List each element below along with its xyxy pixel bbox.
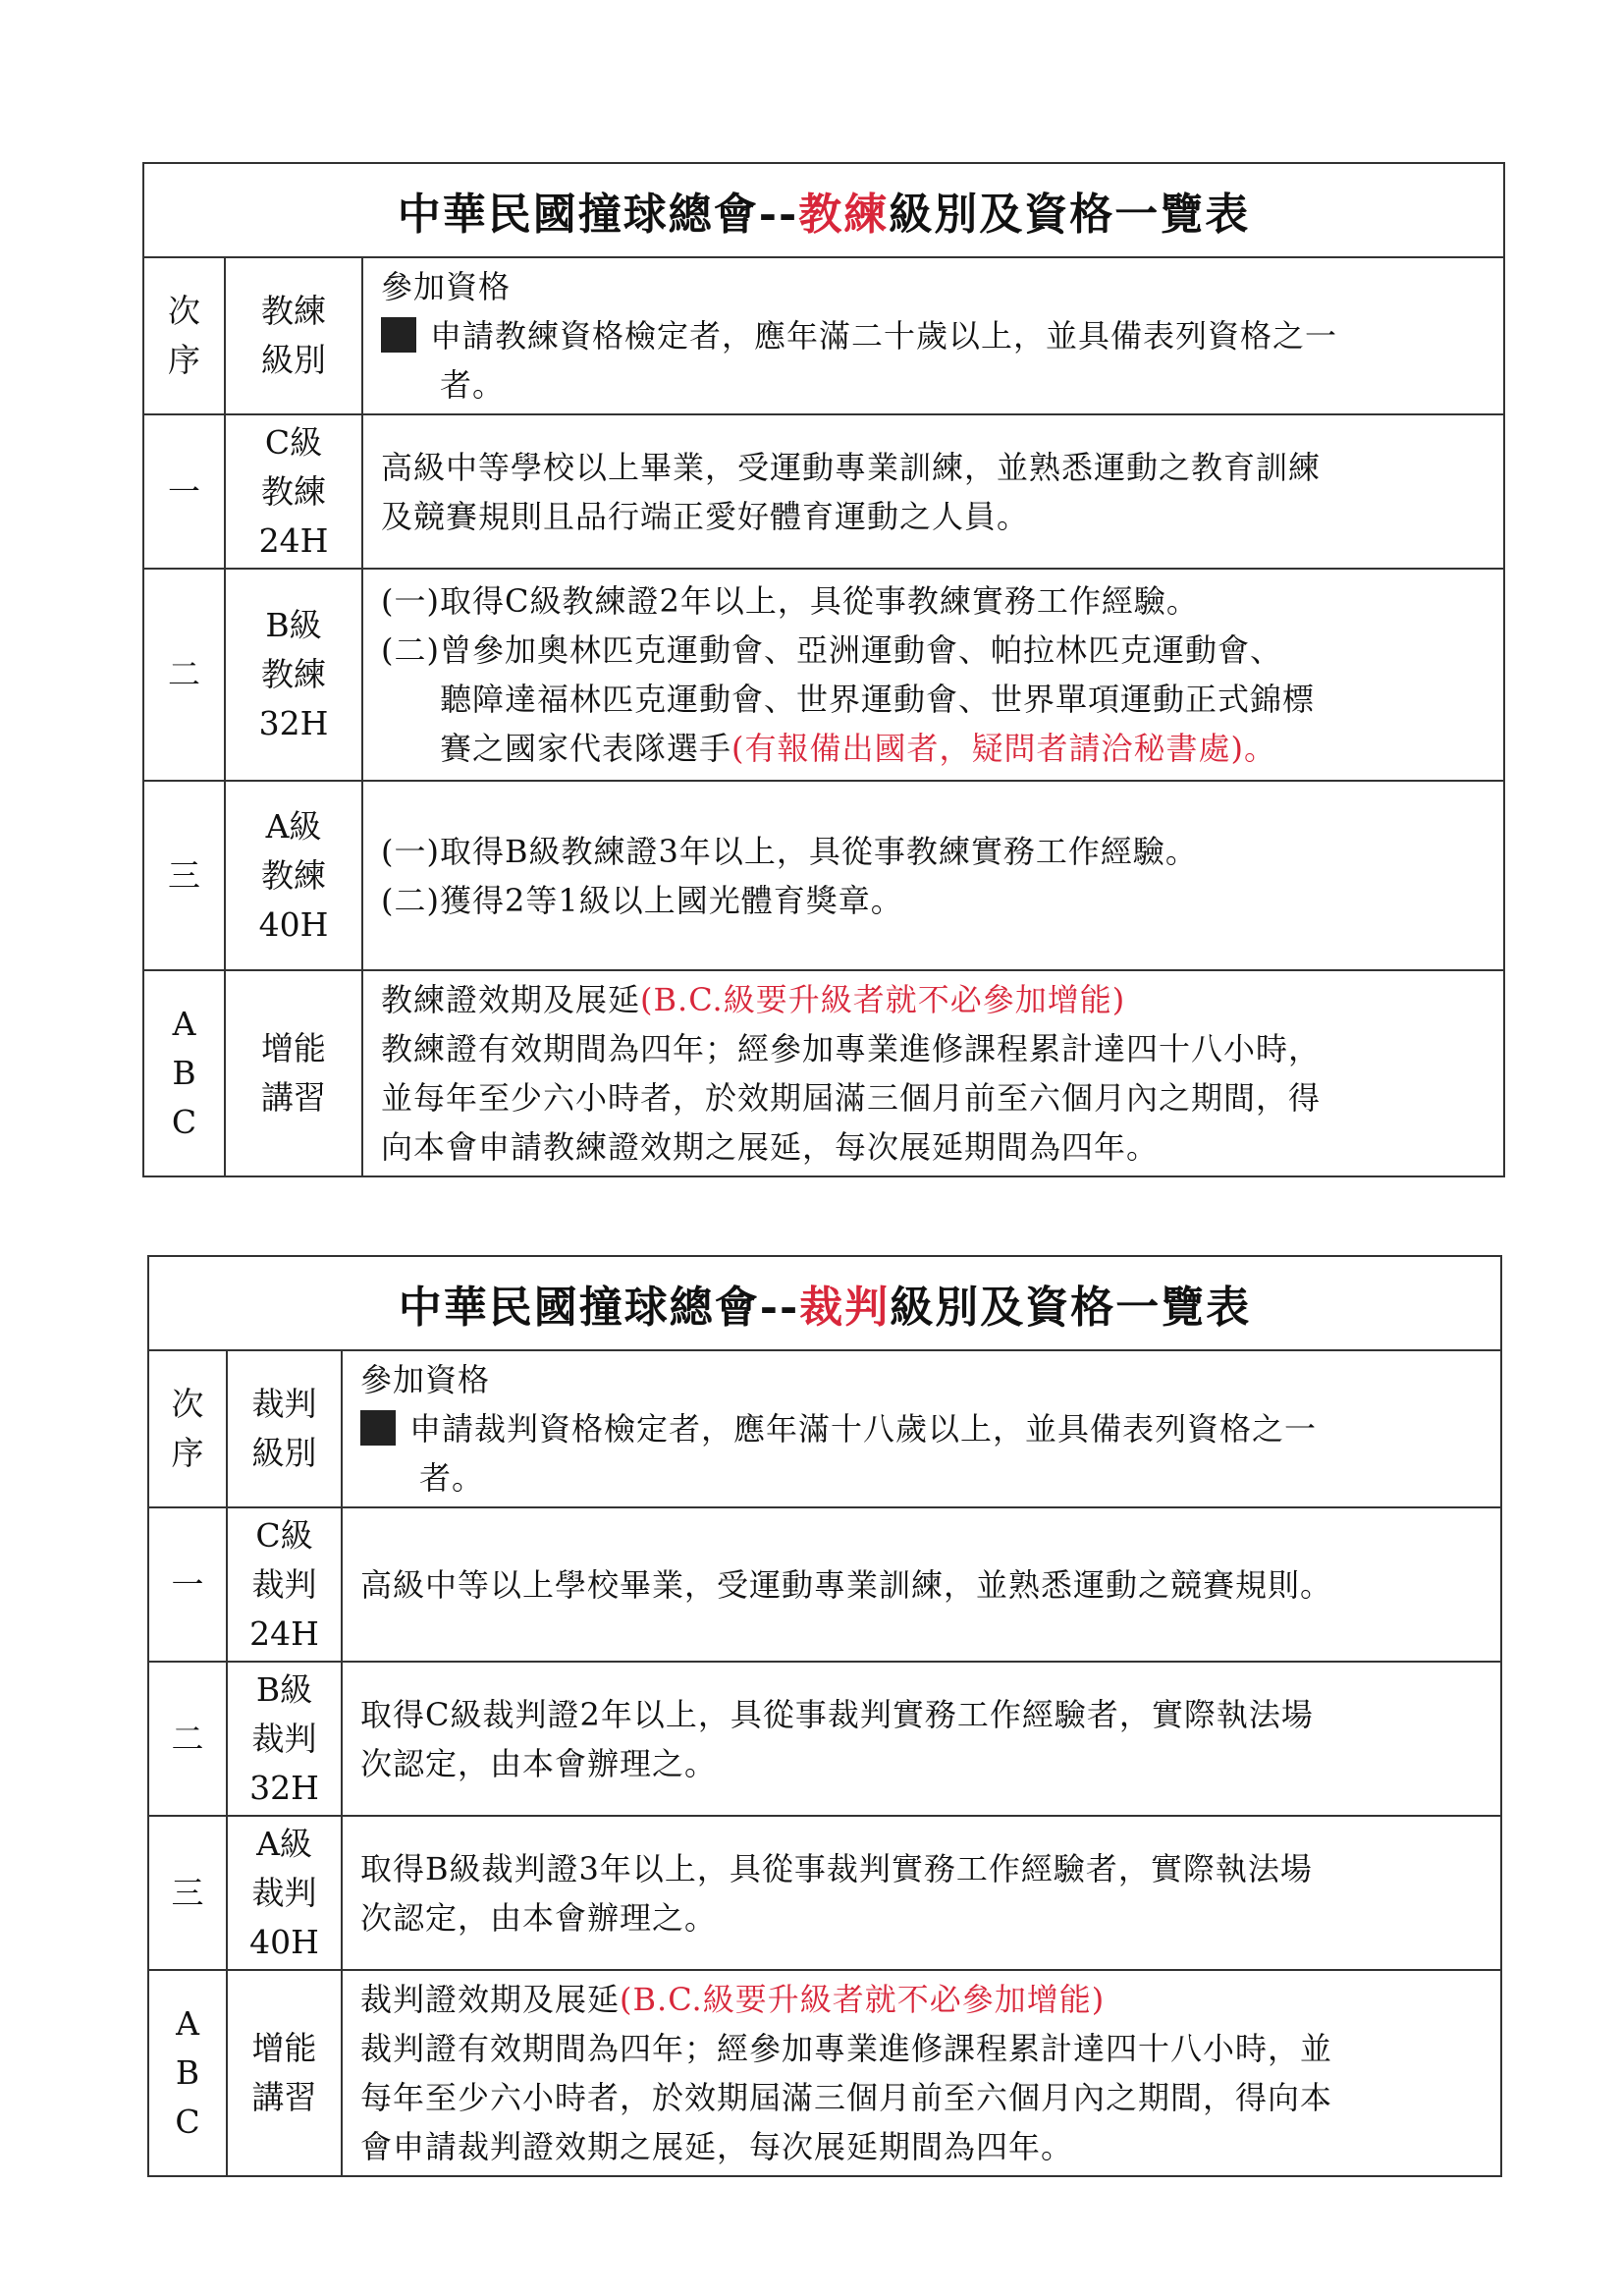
row-order: A B C bbox=[143, 970, 225, 1176]
row-order: 二 bbox=[143, 569, 225, 781]
referee-table-title: 中華民國撞球總會--裁判級別及資格一覽表 bbox=[148, 1256, 1501, 1350]
row-level: C級 教練 24H bbox=[225, 414, 362, 569]
row-requirement: 取得C級裁判證2年以上，具從事裁判實務工作經驗者，實際執法場 次認定，由本會辦理之。 bbox=[342, 1662, 1501, 1816]
table-row bbox=[148, 1970, 1501, 2176]
coach-qualification-table bbox=[142, 162, 1505, 1177]
level-header: 教練 級別 bbox=[225, 257, 362, 414]
row-level: A級 教練 40H bbox=[225, 781, 362, 970]
row-order: 一 bbox=[143, 414, 225, 569]
level-header: 裁判 級別 bbox=[227, 1350, 342, 1507]
row-requirement: 教練證效期及展延(B.C.級要升級者就不必參加增能) 教練證有效期間為四年；經參加專業進修課程累計達四十八小時， 並每年至少六小時者，於效期屆滿三個月前至六個月內之期間，得 向本會申請教練證效期之展延，每次展延期間為四年。 bbox=[362, 970, 1504, 1176]
table-row bbox=[148, 1662, 1501, 1816]
table-row bbox=[143, 414, 1504, 569]
row-requirement: 高級中等學校以上畢業，受運動專業訓練，並熟悉運動之教育訓練 及競賽規則且品行端正愛好體育運動之人員。 bbox=[362, 414, 1504, 569]
coach-table-title: 中華民國撞球總會--教練級別及資格一覽表 bbox=[143, 163, 1504, 257]
qualification-header: 參加資格 申請教練資格檢定者，應年滿二十歲以上，並具備表列資格之一 者。 bbox=[362, 257, 1504, 414]
table-row bbox=[143, 970, 1504, 1176]
row-level: B級 教練 32H bbox=[225, 569, 362, 781]
row-order: 一 bbox=[148, 1507, 227, 1662]
row-order: 三 bbox=[143, 781, 225, 970]
row-requirement: (一)取得B級教練證3年以上，具從事教練實務工作經驗。 (二)獲得2等1級以上國光體育獎章。 bbox=[362, 781, 1504, 970]
table-row bbox=[148, 1507, 1501, 1662]
square-bullet-icon bbox=[360, 1410, 396, 1446]
title-highlight: 教練 bbox=[798, 190, 890, 240]
row-requirement: (一)取得C級教練證2年以上，具從事教練實務工作經驗。 (二)曾參加奧林匹克運動會、亞洲運動會、帕拉林匹克運動會、 聽障達福林匹克運動會、世界運動會、世界單項運動正式錦標 賽之國家代表隊選手(有報備出國者，疑問者請洽秘書處)。 bbox=[362, 569, 1504, 781]
table-row bbox=[143, 781, 1504, 970]
row-level: 增能 講習 bbox=[225, 970, 362, 1176]
row-order: 三 bbox=[148, 1816, 227, 1970]
row-level: 增能 講習 bbox=[227, 1970, 342, 2176]
row-level: C級 裁判 24H bbox=[227, 1507, 342, 1662]
row-requirement: 裁判證效期及展延(B.C.級要升級者就不必參加增能) 裁判證有效期間為四年；經參加專業進修課程累計達四十八小時，並 每年至少六小時者，於效期屆滿三個月前至六個月內之期間，得向本 會申請裁判證效期之展延，每次展延期間為四年。 bbox=[342, 1970, 1501, 2176]
order-header: 次 序 bbox=[148, 1350, 227, 1507]
row-level: B級 裁判 32H bbox=[227, 1662, 342, 1816]
row-level: A級 裁判 40H bbox=[227, 1816, 342, 1970]
row-order: A B C bbox=[148, 1970, 227, 2176]
table-row bbox=[148, 1816, 1501, 1970]
order-header: 次 序 bbox=[143, 257, 225, 414]
row-order: 二 bbox=[148, 1662, 227, 1816]
square-bullet-icon bbox=[381, 317, 416, 353]
table-row bbox=[143, 569, 1504, 781]
title-highlight: 裁判 bbox=[799, 1283, 891, 1333]
row-requirement: 高級中等以上學校畢業，受運動專業訓練，並熟悉運動之競賽規則。 bbox=[342, 1507, 1501, 1662]
row-requirement: 取得B級裁判證3年以上，具從事裁判實務工作經驗者，實際執法場 次認定，由本會辦理之。 bbox=[342, 1816, 1501, 1970]
qualification-header: 參加資格 申請裁判資格檢定者，應年滿十八歲以上，並具備表列資格之一 者。 bbox=[342, 1350, 1501, 1507]
referee-qualification-table bbox=[147, 1255, 1502, 2177]
